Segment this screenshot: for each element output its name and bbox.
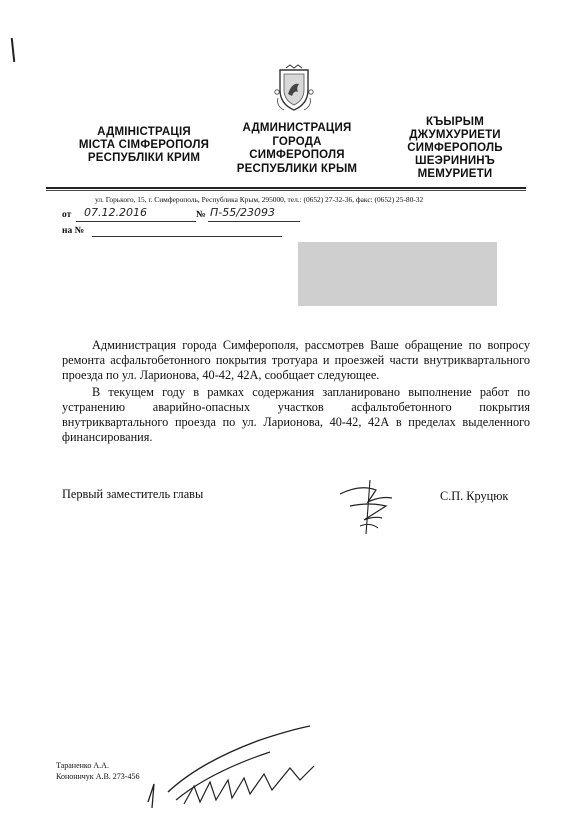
header-center-line: РЕСПУБЛИКИ КРЫМ	[236, 162, 358, 175]
body-paragraph-2: В текущем году в рамках содержания запланировано выполнение работ по устранению аварийно-опасных участков асфальтобетонного покрытия внутриквартального проезда по ул. Ларионова, 40-42, 42А в пределах выделенного финансирования.	[62, 385, 530, 444]
header-right	[392, 116, 518, 181]
body-paragraph-1: Администрация города Симферополя, рассмотрев Ваше обращение по вопросу ремонта асфальтобетонного покрытия тротуара и проезжей части внутриквартального проезда по ул. Ларионова, 40-42, 42А, сообщает следующее.	[62, 338, 530, 382]
header-center-line: АДМИНИСТРАЦИЯ	[242, 122, 352, 134]
header-left	[64, 126, 224, 165]
header-center-line: ГОРОДА	[272, 135, 322, 148]
number-label: №	[196, 210, 206, 220]
date-value: 07.12.2016	[84, 206, 147, 219]
number-value: П-55/23093	[210, 206, 275, 219]
address-line: ул. Горького, 15, г. Симферополь, Республика Крым, 295000, тел.: (0652) 27-32-36, факс: (0652) 25-80-32	[95, 195, 424, 204]
executor-line-2: Кононнчук А.В. 273-456	[56, 772, 140, 781]
margin-mark	[11, 38, 15, 62]
header-right-line: МЕМУРИЕТИ	[417, 168, 493, 180]
header-left-line: АДМІНІСТРАЦІЯ	[97, 126, 191, 138]
redacted-recipient-block	[298, 242, 497, 306]
coat-of-arms-emblem	[272, 64, 316, 114]
letter-body	[62, 338, 530, 445]
header-left-line: МІСТА СІМФЕРОПОЛЯ	[78, 139, 210, 151]
header-right-line: ШЕЭРИНИНЪ	[414, 155, 496, 167]
executor-line-1: Тараненко А.А.	[56, 761, 109, 770]
reference-underline	[92, 236, 282, 237]
header-right-line: КЪЫРЫМ	[426, 116, 484, 128]
number-underline	[208, 221, 300, 222]
signatory-name: С.П. Круцюк	[440, 489, 509, 503]
header-center-line: СИМФЕРОПОЛЯ	[249, 149, 345, 161]
signatory-position: Первый заместитель главы	[62, 487, 204, 501]
registration-block	[62, 206, 382, 242]
header-rule	[46, 187, 526, 189]
header-rule-thin	[46, 190, 526, 191]
header-right-line: СИМФЕРОПОЛЬ	[407, 142, 503, 154]
header-right-line: ДЖУМХУРИЕТИ	[409, 129, 501, 141]
header-left-line: РЕСПУБЛІКИ КРИМ	[87, 152, 201, 164]
reference-label: на №	[62, 226, 85, 236]
date-underline	[76, 221, 196, 222]
date-label: от	[62, 210, 72, 220]
bottom-handwritten-mark	[140, 722, 320, 812]
header-center	[222, 122, 372, 176]
handwritten-signature	[330, 476, 410, 538]
